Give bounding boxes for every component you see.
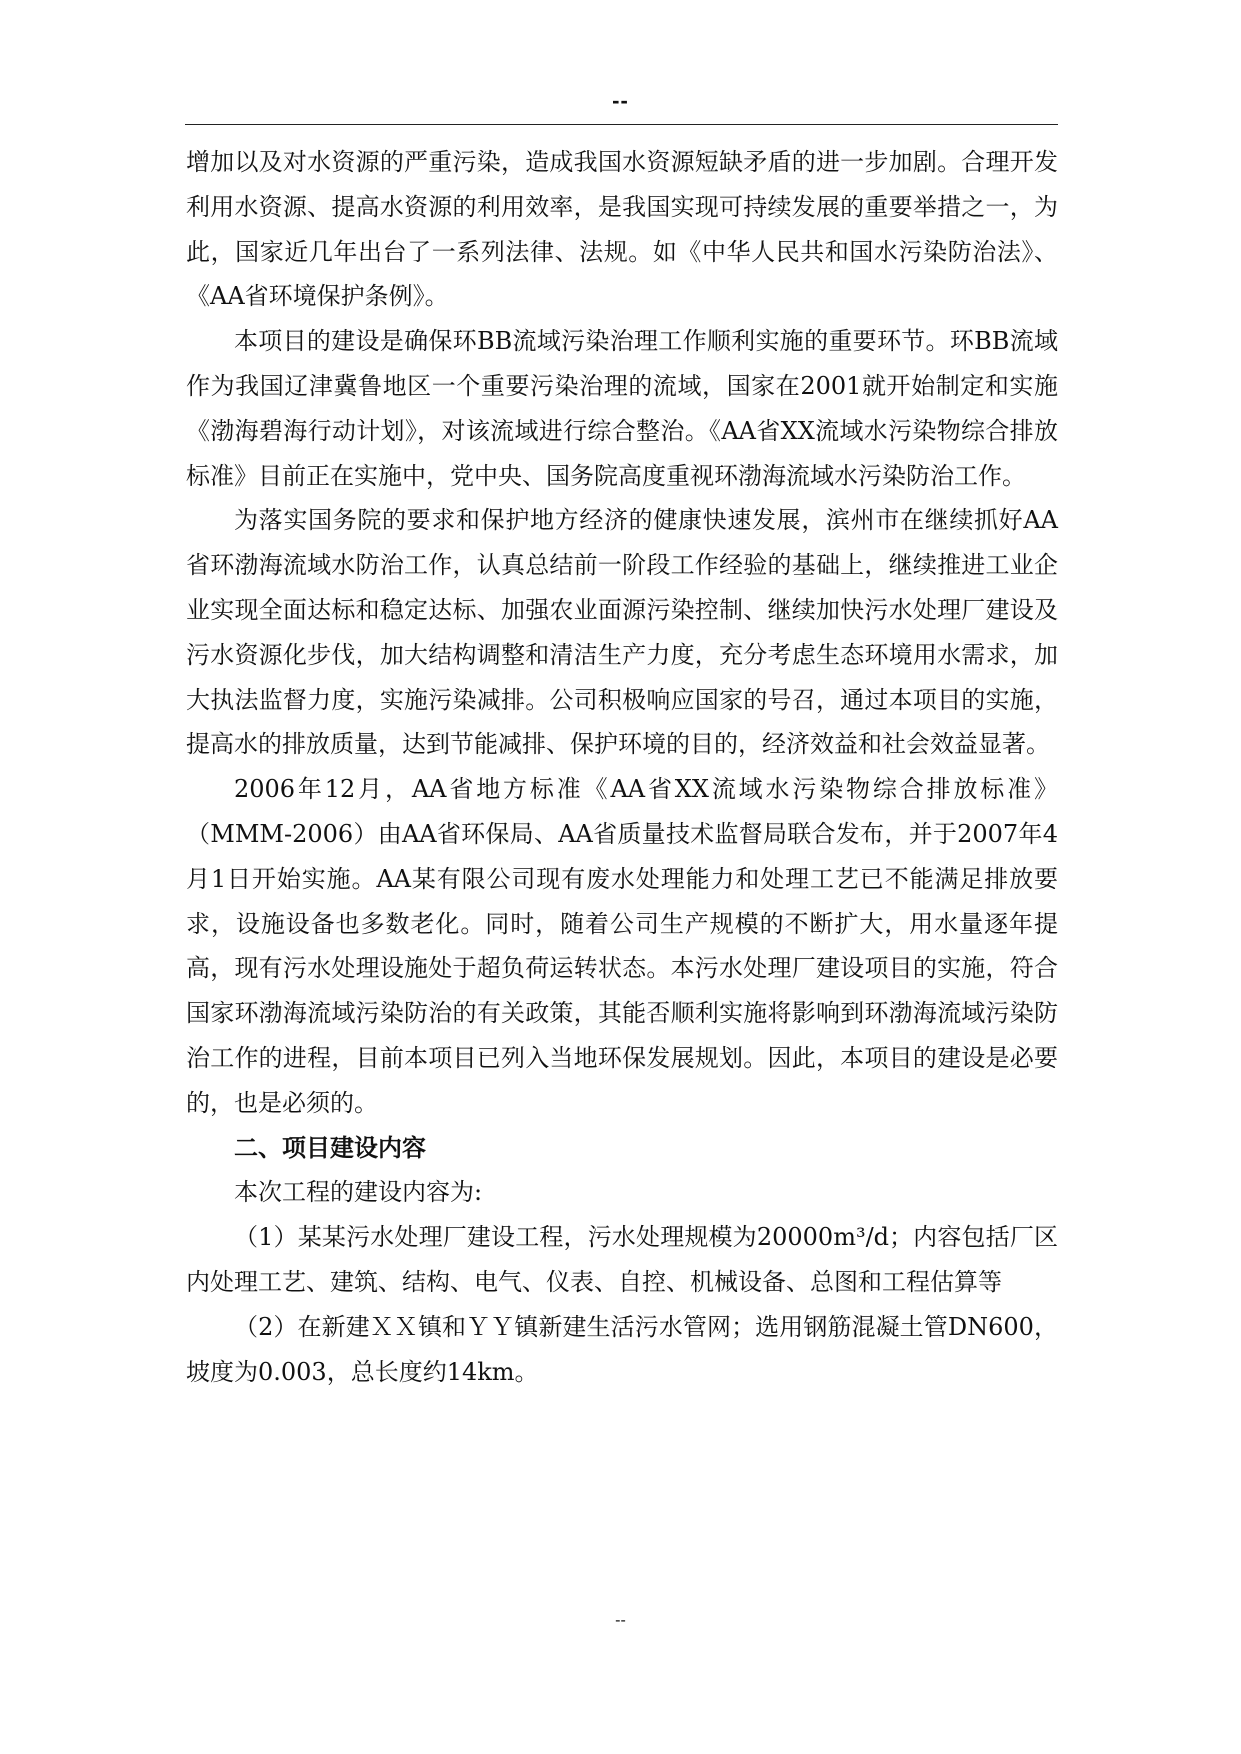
paragraph-project-importance: 本项目的建设是确保环BB流域污染治理工作顺利实施的重要环节。环BB流域作为我国辽津冀鲁地区一个重要污染治理的流域，国家在2001就开始制定和实施《渤海碧海行动计划》，对该流域进行综合整治。《AA省XX流域水污染物综合排放标准》目前正在实施中，党中央、国务院高度重视环渤海流域水污染防治工作。 bbox=[186, 327, 1058, 490]
paragraph-construction-intro: 本次工程的建设内容为: bbox=[234, 1178, 483, 1207]
paragraph-water-resources: 增加以及对水资源的严重污染，造成我国水资源短缺矛盾的进一步加剧。合理开发利用水资源、提高水资源的利用效率，是我国实现可持续发展的重要举措之一，为此，国家近几年出台了一系列法律、法规。如《中华人民共和国水污染防治法》、《AA省环境保护条例》。 bbox=[186, 148, 1058, 311]
paragraph-item-1-treatment-plant: （1）某某污水处理厂建设工程，污水处理规模为20000m³/d；内容包括厂区内处理工艺、建筑、结构、电气、仪表、自控、机械设备、总图和工程估算等 bbox=[186, 1223, 1058, 1296]
paragraph-discharge-standard: 2006年12月，AA省地方标准《AA省XX流域水污染物综合排放标准》（MMM-2006）由AA省环保局、AA省质量技术监督局联合发布，并于2007年4月1日开始实施。AA某有限公司现有废水处理能力和处理工艺已不能满足排放要求，设施设备也多数老化。同时，随着公司生产规模的不断扩大，用水量逐年提高，现有污水处理设施处于超负荷运转状态。本污水处理厂建设项目的实施，符合国家环渤海流域污染防治的有关政策，其能否顺利实施将影响到环渤海流域污染防治工作的进程，目前本项目已列入当地环保发展规划。因此，本项目的建设是必要的，也是必须的。 bbox=[186, 775, 1058, 1117]
header-divider bbox=[185, 124, 1058, 125]
page-footer-mark: -- bbox=[615, 1612, 626, 1629]
document-body bbox=[186, 140, 1058, 1394]
section-heading-construction-content: 二、项目建设内容 bbox=[234, 1132, 426, 1162]
paragraph-item-2-sewer-network: （2）在新建ＸＸ镇和ＹＹ镇新建生活污水管网；选用钢筋混凝土管DN600，坡度为0.003，总长度约14km。 bbox=[186, 1312, 1058, 1386]
paragraph-state-council-requirements: 为落实国务院的要求和保护地方经济的健康快速发展，滨州市在继续抓好AA省环渤海流域水防治工作，认真总结前一阶段工作经验的基础上，继续推进工业企业实现全面达标和稳定达标、加强农业面源污染控制、继续加快污水处理厂建设及污水资源化步伐，加大结构调整和清洁生产力度，充分考虑生态环境用水需求，加大执法监督力度，实施污染减排。公司积极响应国家的号召，通过本项目的实施，提高水的排放质量，达到节能减排、保护环境的目的，经济效益和社会效益显著。 bbox=[186, 506, 1058, 759]
page-header-mark: -- bbox=[612, 88, 629, 113]
